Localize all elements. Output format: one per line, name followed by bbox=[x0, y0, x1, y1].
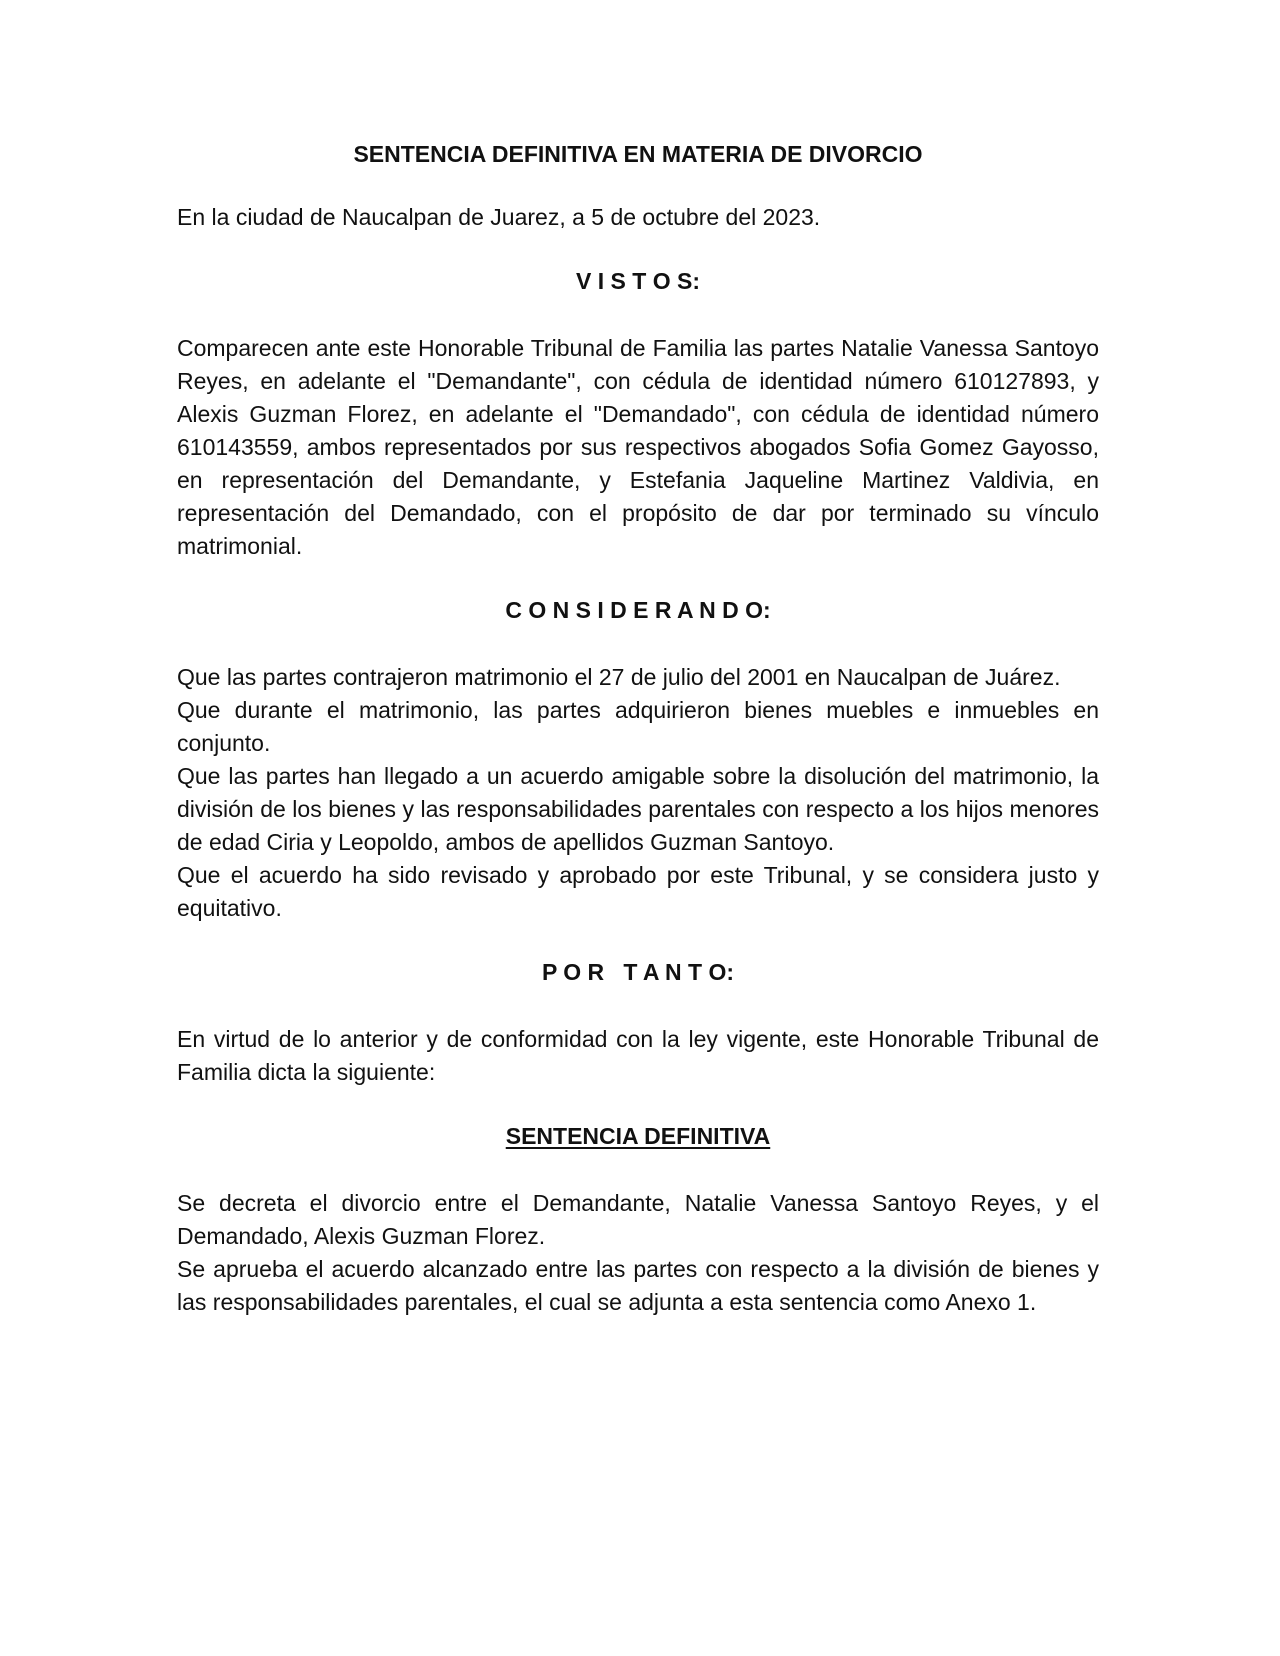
document-title: SENTENCIA DEFINITIVA EN MATERIA DE DIVORCIO bbox=[353, 141, 923, 167]
por-tanto-heading: P O R T A N T O: bbox=[541, 959, 735, 985]
considerando-heading: C O N S I D E R A N D O: bbox=[505, 597, 771, 623]
por-tanto-paragraph: En virtud de lo anterior y de conformidad con la ley vigente, este Honorable Tribunal de Familia dicta la siguiente: bbox=[177, 1026, 1099, 1085]
document-page bbox=[177, 138, 1099, 1319]
vistos-heading: V I S T O S: bbox=[576, 268, 700, 294]
sentencia-item: Se aprueba el acuerdo alcanzado entre las partes con respecto a la división de bienes y las responsabilidades parentales, el cual se adjunta a esta sentencia como Anexo 1. bbox=[177, 1256, 1099, 1315]
sentencia-list bbox=[177, 1187, 1099, 1319]
considerando-item: Que las partes han llegado a un acuerdo amigable sobre la disolución del matrimonio, la división de los bienes y las responsabilidades parentales con respecto a los hijos menores de edad Ciria y Leopoldo, ambos de apellidos Guzman Santoyo. bbox=[177, 763, 1099, 855]
considerando-item: Que las partes contrajeron matrimonio el 27 de julio del 2001 en Naucalpan de Juárez. bbox=[177, 664, 1061, 690]
sentencia-heading: SENTENCIA DEFINITIVA bbox=[505, 1123, 771, 1149]
considerando-item: Que el acuerdo ha sido revisado y aprobado por este Tribunal, y se considera justo y equitativo. bbox=[177, 862, 1099, 921]
considerando-list bbox=[177, 661, 1099, 925]
intro-paragraph: En la ciudad de Naucalpan de Juarez, a 5 de octubre del 2023. bbox=[177, 204, 821, 230]
vistos-paragraph: Comparecen ante este Honorable Tribunal de Familia las partes Natalie Vanessa Santoyo Reyes, en adelante el "Demandante", con cédula de identidad número 610127893, y Alexis Guzman Florez, en adelante el "Demandado", con cédula de identidad número 610143559, ambos representados por sus respectivos abogados Sofia Gomez Gayosso, en representación del Demandante, y Estefania Jaqueline Martinez Valdivia, en representación del Demandado, con el propósito de dar por terminado su vínculo matrimonial. bbox=[177, 335, 1099, 559]
sentencia-item: Se decreta el divorcio entre el Demandante, Natalie Vanessa Santoyo Reyes, y el Demandado, Alexis Guzman Florez. bbox=[177, 1190, 1099, 1249]
considerando-item: Que durante el matrimonio, las partes adquirieron bienes muebles e inmuebles en conjunto. bbox=[177, 697, 1099, 756]
